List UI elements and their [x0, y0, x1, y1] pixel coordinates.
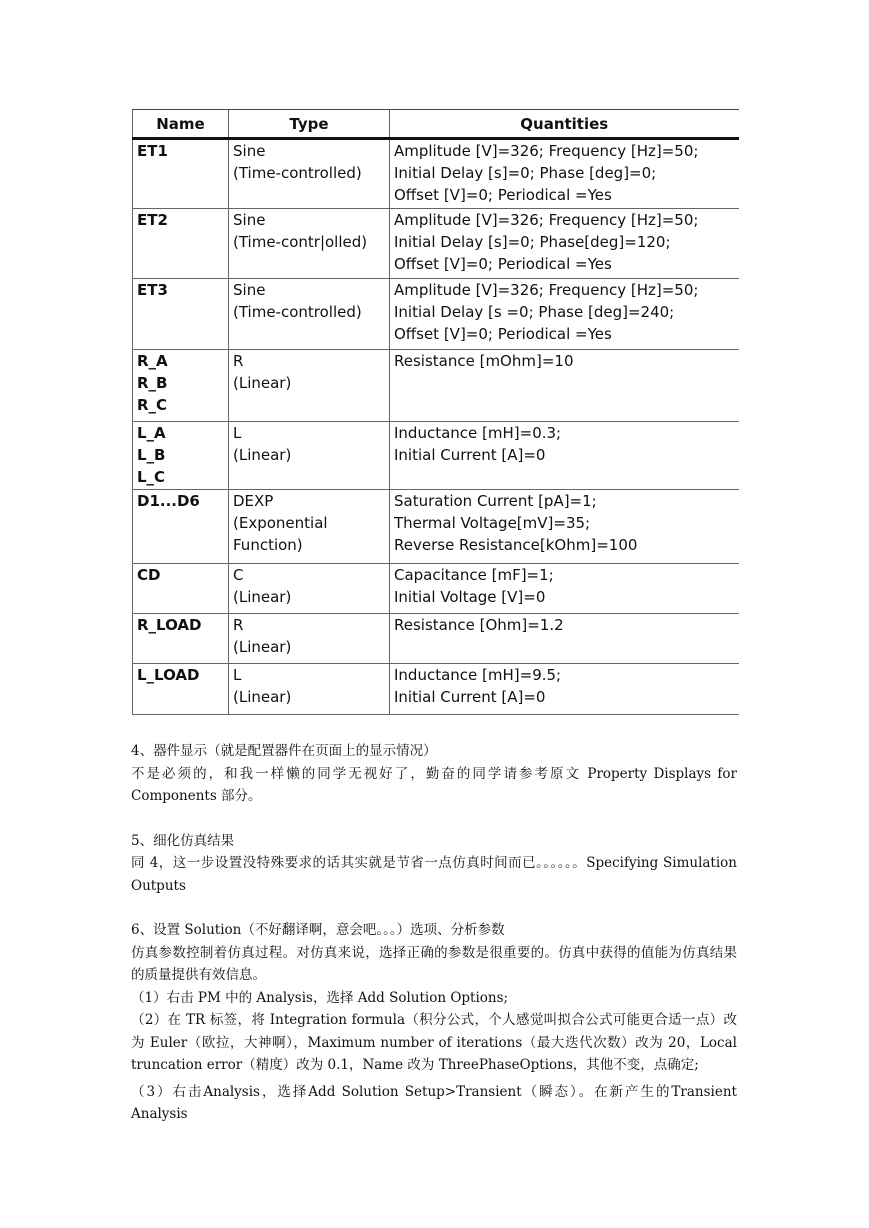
cell-type-line: L [233, 666, 242, 684]
table-row [133, 490, 739, 564]
cell-type [229, 139, 390, 209]
cell-type-line: (Exponential [233, 514, 328, 532]
cell-type-line: (Linear) [233, 374, 292, 392]
cell-name-line: R_C [137, 396, 168, 414]
header-type: Type [229, 110, 390, 139]
table-header-row [133, 110, 739, 139]
cell-name [133, 564, 229, 614]
cell-name [133, 422, 229, 490]
table-row [133, 350, 739, 422]
cell-type-line: (Linear) [233, 688, 292, 706]
cell-type-line: Function) [233, 536, 303, 554]
cell-quantities-line: Amplitude [V]=326; Frequency [Hz]=50; [394, 211, 699, 229]
cell-name-line: ET3 [137, 281, 168, 299]
cell-quantities-line: Initial Current [A]=0 [394, 688, 546, 706]
cell-quantities-line: Amplitude [V]=326; Frequency [Hz]=50; [394, 142, 699, 160]
table-row [133, 422, 739, 490]
cell-name [133, 279, 229, 350]
cell-quantities [390, 209, 739, 279]
table-row [133, 614, 739, 664]
cell-type [229, 614, 390, 664]
cell-type-line: Sine [233, 211, 266, 229]
cell-type-line: (Time-contr|olled) [233, 233, 368, 251]
cell-name-line: L_A [137, 424, 166, 442]
cell-name-line: ET2 [137, 211, 168, 229]
cell-quantities-line: Offset [V]=0; Periodical =Yes [394, 255, 612, 273]
cell-quantities [390, 664, 739, 715]
cell-type-line: C [233, 566, 244, 584]
cell-type-line: Sine [233, 281, 266, 299]
cell-quantities [390, 279, 739, 350]
cell-name-line: CD [137, 566, 161, 584]
cell-name-line: R_B [137, 374, 168, 392]
cell-type [229, 279, 390, 350]
cell-quantities-line: Reverse Resistance[kOhm]=100 [394, 536, 638, 554]
cell-type-line: (Linear) [233, 638, 292, 656]
cell-quantities-line: Initial Delay [s]=0; Phase[deg]=120; [394, 233, 671, 251]
cell-type [229, 564, 390, 614]
cell-name-line: D1...D6 [137, 492, 200, 510]
cell-quantities-line: Resistance [Ohm]=1.2 [394, 616, 564, 634]
cell-type-line: R [233, 352, 244, 370]
cell-quantities-line: Initial Delay [s =0; Phase [deg]=240; [394, 303, 675, 321]
section-5-body: 同 4，这一步设置没特殊要求的话其实就是节省一点仿真时间而已。。。。。。Specifying Simulation Outputs [131, 855, 737, 894]
cell-quantities-line: Initial Delay [s]=0; Phase [deg]=0; [394, 164, 657, 182]
cell-name-line: L_B [137, 446, 166, 464]
cell-name-line: R_LOAD [137, 616, 202, 634]
component-table [132, 109, 739, 715]
cell-name [133, 209, 229, 279]
step-3: （3）右击Analysis，选择Add Solution Setup>Transient（瞬态）。在新产生的Transient Analysis [131, 1083, 737, 1122]
cell-type-line: L [233, 424, 242, 442]
cell-name [133, 350, 229, 422]
cell-type-line: (Linear) [233, 446, 292, 464]
cell-quantities-line: Resistance [mOhm]=10 [394, 352, 574, 370]
cell-quantities-line: Offset [V]=0; Periodical =Yes [394, 186, 612, 204]
cell-quantities [390, 139, 739, 209]
cell-type [229, 490, 390, 564]
cell-quantities [390, 490, 739, 564]
cell-quantities-line: Initial Voltage [V]=0 [394, 588, 546, 606]
cell-quantities-line: Initial Current [A]=0 [394, 446, 546, 464]
section-4-body: 不是必须的，和我一样懒的同学无视好了，勤奋的同学请参考原文 Property Displays for Components 部分。 [131, 765, 737, 804]
cell-type [229, 664, 390, 715]
cell-quantities [390, 614, 739, 664]
cell-quantities [390, 350, 739, 422]
cell-quantities-line: Capacitance [mF]=1; [394, 566, 554, 584]
cell-quantities [390, 422, 739, 490]
section-6-title: 6、设置 Solution（不好翻译啊，意会吧。。。）选项、分析参数 [131, 922, 505, 938]
cell-quantities-line: Inductance [mH]=9.5; [394, 666, 562, 684]
cell-type-line: DEXP [233, 492, 274, 510]
cell-name-line: R_A [137, 352, 168, 370]
table-row [133, 209, 739, 279]
cell-quantities-line: Offset [V]=0; Periodical =Yes [394, 325, 612, 343]
cell-name [133, 664, 229, 715]
cell-name-line: L_C [137, 468, 166, 486]
body-text [131, 740, 737, 1126]
cell-quantities-line: Amplitude [V]=326; Frequency [Hz]=50; [394, 281, 699, 299]
cell-name [133, 614, 229, 664]
header-quantities: Quantities [390, 110, 739, 139]
cell-type [229, 350, 390, 422]
section-4-title: 4、器件显示（就是配置器件在页面上的显示情况） [131, 743, 437, 759]
cell-type [229, 209, 390, 279]
cell-quantities-line: Thermal Voltage[mV]=35; [394, 514, 591, 532]
cell-type-line: (Time-controlled) [233, 164, 362, 182]
cell-type [229, 422, 390, 490]
section-6-body: 仿真参数控制着仿真过程。对仿真来说，选择正确的参数是很重要的。仿真中获得的值能为仿真结果的质量提供有效信息。 [131, 944, 737, 983]
step-2: （2）在 TR 标签，将 Integration formula（积分公式，个人感觉叫拟合公式可能更合适一点）改为 Euler（欧拉，大神啊），Maximum number of iterations（最大迭代次数）改为 20，Local truncation error（精度）改为 0.1，Name 改为 ThreePhaseOptions，其他不变，点确定; [131, 1012, 737, 1073]
cell-type-line: (Time-controlled) [233, 303, 362, 321]
cell-name [133, 139, 229, 209]
cell-quantities-line: Inductance [mH]=0.3; [394, 424, 562, 442]
section-5-title: 5、细化仿真结果 [131, 832, 235, 849]
cell-name-line: ET1 [137, 142, 168, 160]
cell-quantities [390, 564, 739, 614]
cell-type-line: Sine [233, 142, 266, 160]
cell-quantities-line: Saturation Current [pA]=1; [394, 492, 597, 510]
cell-type-line: (Linear) [233, 588, 292, 606]
header-name: Name [133, 110, 229, 139]
table-row [133, 664, 739, 715]
cell-type-line: R [233, 616, 244, 634]
table-row [133, 279, 739, 350]
step-1: （1）右击 PM 中的 Analysis，选择 Add Solution Options; [131, 989, 509, 1006]
cell-name [133, 490, 229, 564]
table-row [133, 139, 739, 209]
cell-name-line: L_LOAD [137, 666, 200, 684]
table-row [133, 564, 739, 614]
